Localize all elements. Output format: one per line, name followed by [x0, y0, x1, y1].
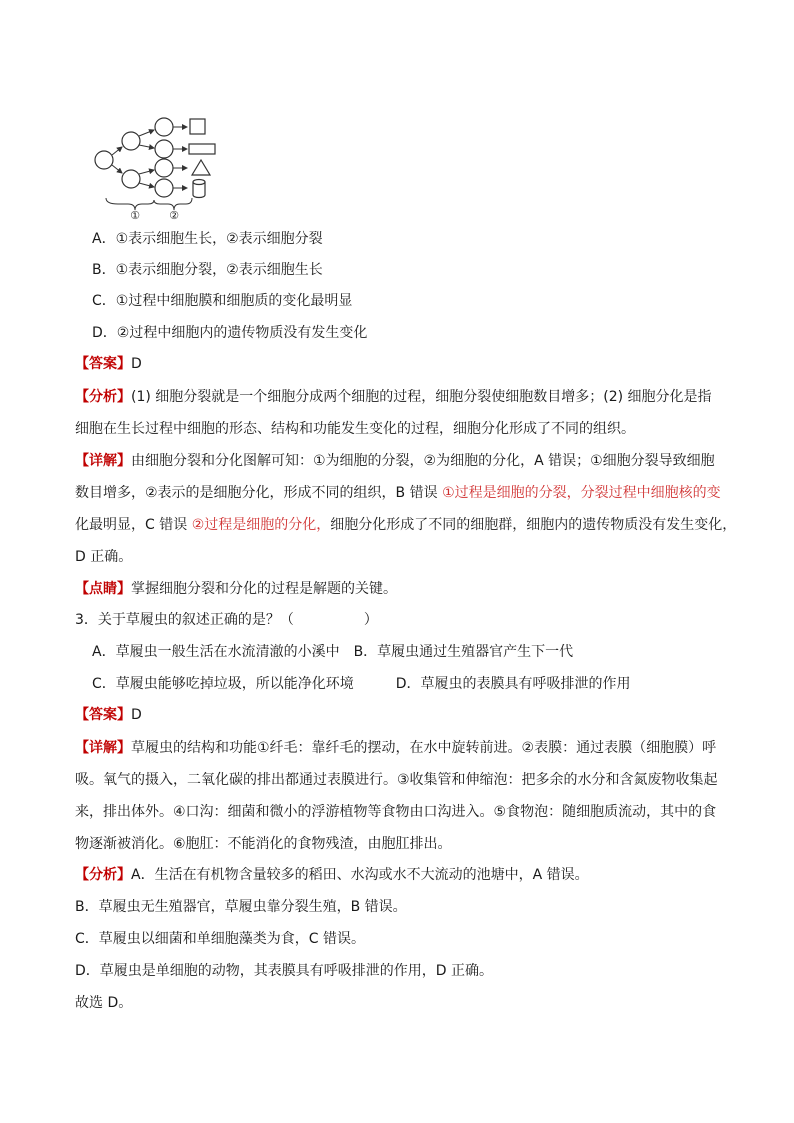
label-1: ①	[130, 209, 140, 220]
cell-division-diagram	[88, 112, 228, 220]
analysis-text: (1) 细胞分裂就是一个细胞分成两个细胞的过程，细胞分裂使细胞数目增多；(2) 细胞分化是指	[131, 389, 712, 405]
q3-detail-line-2: 吸。氧气的摄入，二氧化碳的排出都通过表膜进行。③收集管和伸缩泡：把多余的水分和含氮废物收集起	[75, 772, 718, 788]
detail-tag: 【详解】	[75, 740, 131, 756]
q3-detail-line-1	[75, 739, 716, 757]
cell-row-4	[155, 179, 173, 197]
detail-tag: 【详解】	[75, 453, 131, 469]
q2-option-a: A．①表示细胞生长，②表示细胞分裂	[92, 231, 323, 247]
q2-analysis-line-1	[75, 388, 712, 406]
q3-analysis-line-b: B．草履虫无生殖器官，草履虫靠分裂生殖，B 错误。	[75, 899, 407, 915]
point-text: 掌握细胞分裂和分化的过程是解题的关键。	[131, 581, 397, 597]
q2-answer-line	[75, 355, 142, 373]
q2-analysis-line-2: 细胞在生长过程中细胞的形态、结构和功能发生变化的过程，细胞分化形成了不同的组织。	[75, 421, 635, 437]
q2-option-c: C．①过程中细胞膜和细胞质的变化最明显	[92, 293, 353, 309]
detail-text: 由细胞分裂和分化图解可知：①为细胞的分裂，②为细胞的分化，A 错误；①细胞分裂导致细胞	[131, 453, 715, 469]
detail-text: 数目增多，②表示的是细胞分化，形成不同的组织，B 错误	[75, 485, 438, 501]
q2-detail-line-1	[75, 452, 715, 470]
cell-row-2	[155, 140, 173, 158]
q2-point-line	[75, 580, 397, 598]
square-tissue-shape	[190, 119, 205, 134]
analysis-text: A．生活在有机物含量较多的稻田、水沟或水不大流动的池塘中，A 错误。	[131, 867, 589, 883]
answer-tag: 【答案】	[75, 707, 131, 723]
q3-conclusion: 故选 D。	[75, 995, 133, 1011]
analysis-tag: 【分析】	[75, 389, 131, 405]
q3-analysis-line-a	[75, 866, 589, 884]
daughter-cell-lower	[122, 170, 140, 188]
q3-options-cd: C．草履虫能够吃掉垃圾，所以能净化环境 D．草履虫的表膜具有呼吸排泄的作用	[92, 676, 631, 692]
q2-detail-line-4: D 正确。	[75, 549, 133, 565]
cell-row-1	[155, 118, 173, 136]
detail-text: 化最明显，C 错误	[75, 517, 188, 533]
q3-analysis-line-d: D．草履虫是单细胞的动物，其表膜具有呼吸排泄的作用，D 正确。	[75, 963, 494, 979]
daughter-cell-upper	[122, 132, 140, 150]
answer-tag: 【答案】	[75, 356, 131, 372]
answer-value: D	[131, 356, 142, 372]
q2-detail-line-3	[75, 516, 736, 534]
highlighted-text: ②过程是细胞的分化，	[191, 517, 331, 533]
triangle-tissue-shape	[192, 160, 210, 175]
q2-detail-line-2	[75, 484, 721, 502]
q3-stem: 3．关于草履虫的叙述正确的是？（ ）	[75, 612, 378, 628]
cell-row-3	[155, 159, 173, 177]
highlighted-text: ①过程是细胞的分裂，分裂过程中细胞核的变	[442, 485, 721, 501]
detail-text: 草履虫的结构和功能①纤毛：靠纤毛的摆动，在水中旋转前进。②表膜：通过表膜（细胞膜）呼	[131, 740, 717, 756]
q3-options-ab: A．草履虫一般生活在水流清澈的小溪中 B．草履虫通过生殖器官产生下一代	[92, 644, 574, 660]
q3-detail-line-4: 物逐渐被消化。⑥胞肛：不能消化的食物残渣，由胞肛排出。	[75, 836, 452, 852]
answer-value: D	[131, 707, 142, 723]
rectangle-tissue-shape	[189, 144, 215, 154]
point-tag: 【点睛】	[75, 581, 131, 597]
q3-detail-line-3: 来，排出体外。④口沟：细菌和微小的浮游植物等食物由口沟进入。⑤食物泡：随细胞质流动，其中的食	[75, 804, 717, 820]
detail-text: 细胞分化形成了不同的细胞群，细胞内的遗传物质没有发生变化，	[330, 517, 737, 533]
label-2: ②	[169, 209, 179, 220]
mother-cell	[95, 151, 113, 169]
q3-answer-line	[75, 706, 142, 724]
q2-option-b: B．①表示细胞分裂，②表示细胞生长	[92, 262, 323, 278]
q2-option-d: D．②过程中细胞内的遗传物质没有发生变化	[92, 325, 368, 341]
analysis-tag: 【分析】	[75, 867, 131, 883]
q3-analysis-line-c: C．草履虫以细菌和单细胞藻类为食，C 错误。	[75, 931, 365, 947]
